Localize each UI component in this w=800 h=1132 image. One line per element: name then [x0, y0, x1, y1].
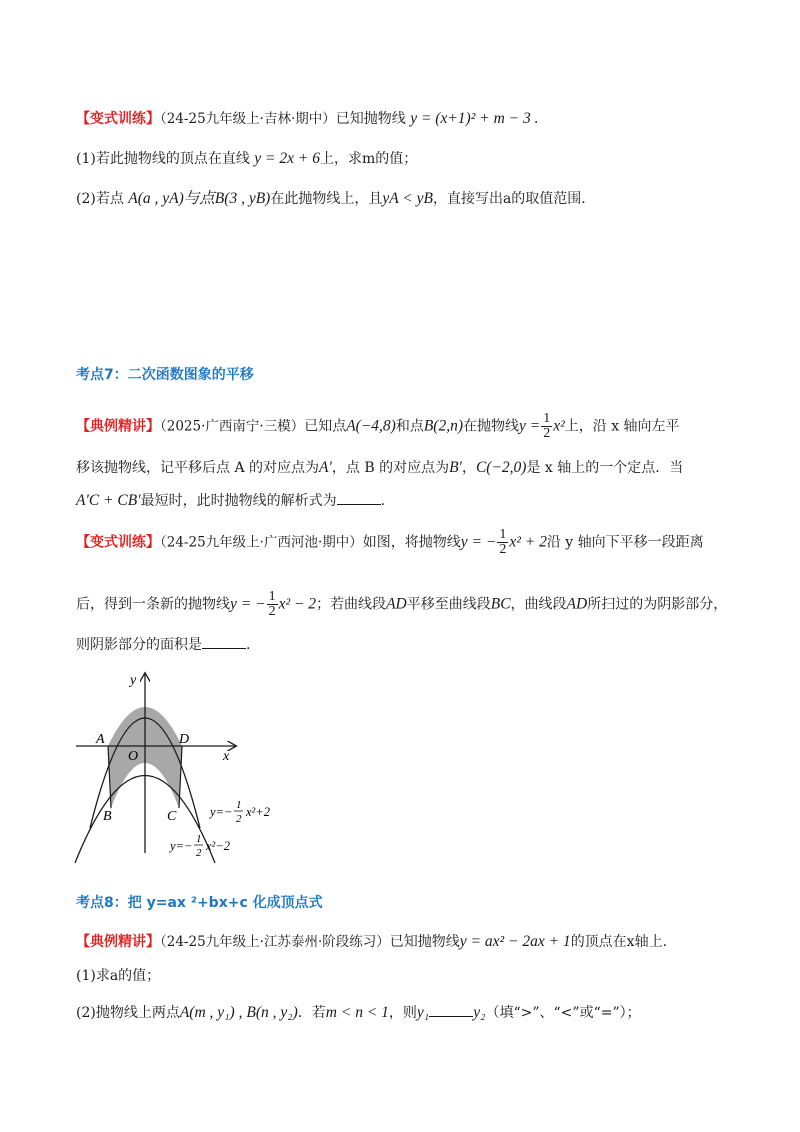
ex4-text-a: 已知抛物线 [389, 934, 460, 950]
ex3-line1 [76, 528, 704, 557]
ex3-formula-rhs: x² + 2 [509, 533, 547, 551]
ex1-formula: y = (x+1)² + m − 3 . [410, 110, 539, 127]
curve1-frac-den: 2 [236, 813, 242, 825]
curve2-frac-den: 2 [196, 847, 202, 859]
ex3-new-formula-lhs: y = − [230, 595, 266, 613]
ex2-tag: 【典例精讲】 [76, 418, 160, 435]
ex4-formula: y = ax² − 2ax + 1 [459, 933, 571, 950]
ex1-q2-formula2: yA < yB [382, 190, 433, 207]
ex3-frac2-num: 1 [268, 589, 276, 604]
ex3-new-formula-rhs: x² − 2 [278, 595, 317, 613]
ex3-line2-c: 平移至曲线段 [406, 596, 491, 613]
ex2-line2-d: 是 x 轴上的一个定点．当 [526, 460, 684, 476]
ex2-formula-rhs: x² [553, 417, 565, 435]
ex1-tag: 【变式训练】 [76, 111, 160, 127]
ex3-fraction-2 [267, 590, 278, 619]
ex1-source: （24-25九年级上·吉林·期中） [160, 111, 336, 127]
ex4-q2-b: ．若 [297, 1005, 326, 1021]
ex4-q2-y1: y₁ [416, 1004, 430, 1021]
ex2-point-a: A(−4,8) [346, 417, 396, 435]
ex4-q2-points: A(m , y₁) , B(n , y₂) [179, 1004, 298, 1021]
ex2-frac-den: 2 [543, 426, 551, 441]
ex4-q2 [76, 1002, 641, 1023]
ex4-q2-d: （填“>”、“<”或“=”）； [485, 1005, 641, 1021]
x-axis-label: x [223, 749, 230, 764]
ex1-stem: 已知抛物线 [335, 111, 406, 127]
ex3-frac-num: 1 [499, 527, 507, 542]
ex1-q1-pre: (1)若此抛物线的顶点在直线 [76, 151, 250, 167]
label-o: O [128, 749, 139, 764]
ex3-line3-a: 则阴影部分的面积是 [76, 637, 202, 653]
ex1-q1-post: 上，求m的值； [319, 151, 418, 167]
ex4-q2-a: (2)抛物线上两点 [76, 1005, 180, 1021]
ex2-b-prime: B′ [449, 459, 462, 476]
ex2-text-b: 和点 [395, 418, 424, 435]
ex1-q2-mid: 在此抛物线上，且 [270, 191, 383, 207]
ex2-line1 [76, 412, 680, 441]
ex2-text-a: 已知点 [304, 418, 347, 435]
ex1-q1 [76, 149, 417, 169]
ex4-q2-c: ，则 [388, 1005, 417, 1021]
ex3-text-a: 如图，将抛物线 [362, 534, 461, 551]
ex4-answer-blank[interactable] [429, 1002, 473, 1017]
ex1-q2 [76, 189, 586, 209]
ex4-q2-y2: y₂ [473, 1004, 486, 1021]
ex2-text-d: 上，沿 x 轴向左平 [564, 418, 680, 435]
topic7-heading: 考点7：二次函数图象的平移 [76, 367, 254, 383]
parabola-figure [70, 668, 310, 868]
ex2-point-c: C(−2,0) [475, 459, 527, 476]
ex2-line3-end: . [380, 493, 386, 509]
ex3-fraction [497, 528, 508, 557]
ex2-answer-blank[interactable] [337, 490, 381, 505]
ex3-source: （24-25九年级上·广西河池·期中） [160, 534, 363, 551]
topic8-heading: 考点8：把 y=ax ²+bx+c 化成顶点式 [76, 895, 323, 911]
ex1-q2-pre: (2)若点 [76, 191, 124, 207]
ex3-answer-blank[interactable] [202, 634, 246, 649]
ex3-line2-d: ，曲线段 [510, 596, 567, 613]
y-axis-label: y [130, 673, 137, 688]
ex3-tag: 【变式训练】 [76, 534, 160, 551]
label-b: B [103, 809, 112, 824]
ex3-seg-bc: BC [490, 595, 511, 613]
label-d: D [179, 732, 190, 747]
ex4-q2-ineq: m < n < 1 [325, 1004, 389, 1021]
label-c: C [167, 809, 177, 824]
ex2-line3-a: 最短时，此时抛物线的解析式为 [140, 493, 337, 509]
ex1-q2-formula: A(a , yA)与点B(3 , yB) [128, 190, 271, 207]
ex4-q1: (1)求a的值； [76, 968, 161, 984]
ex2-line2 [76, 458, 683, 478]
ex2-text-c: 在抛物线 [463, 418, 520, 435]
ex2-fraction [541, 412, 552, 441]
ex3-line3 [76, 634, 250, 655]
ex3-line3-end: . [246, 637, 251, 653]
ex2-sum-expr: A′C + CB′ [76, 492, 141, 509]
curve1-label-rhs: x²+2 [246, 805, 270, 819]
ex2-frac-num: 1 [543, 411, 551, 426]
ex4-tag: 【典例精讲】 [76, 934, 160, 950]
ex3-seg-ad-2: AD [566, 595, 588, 613]
ex4-line1 [76, 932, 667, 952]
ex2-source: （2025·广西南宁·三模） [160, 418, 305, 435]
curve2-label-lhs: y=− [170, 839, 193, 853]
ex1-line1 [76, 109, 538, 129]
ex2-line3 [76, 490, 385, 511]
ex2-formula-lhs: y = [519, 417, 541, 435]
ex2-line2-a: 移该抛物线，记平移后点 A 的对应点为 [76, 460, 320, 476]
ex3-seg-ad: AD [386, 595, 407, 613]
ex3-line2-b: ；若曲线段 [316, 596, 387, 613]
ex4-source: （24-25九年级上·江苏泰州·阶段练习） [160, 934, 390, 950]
ex3-frac2-den: 2 [268, 604, 276, 619]
ex1-q1-formula: y = 2x + 6 [254, 150, 320, 167]
ex1-q2-post: ，直接写出a的取值范围. [432, 191, 586, 207]
curve2-frac-num: 1 [196, 833, 202, 845]
label-a: A [96, 732, 105, 747]
curve2-label-rhs: x²−2 [206, 839, 230, 853]
ex2-line2-b: ，点 B 的对应点为 [331, 460, 450, 476]
ex4-text-b: 的顶点在x轴上. [570, 934, 668, 950]
ex2-line2-c: ， [461, 460, 476, 476]
ex3-line2-e: 所扫过的为阴影部分， [587, 596, 728, 613]
curve1-label-lhs: y=− [210, 805, 233, 819]
ex3-frac-den: 2 [499, 542, 507, 557]
ex3-line2-a: 后，得到一条新的抛物线 [76, 596, 230, 613]
ex2-point-b: B(2,n) [423, 417, 464, 435]
ex3-line2 [76, 590, 727, 619]
curve1-frac-num: 1 [236, 799, 242, 811]
ex3-formula-lhs: y = − [460, 533, 497, 551]
ex2-a-prime: A′ [319, 459, 332, 476]
ex3-text-b: 沿 y 轴向下平移一段距离 [546, 534, 704, 551]
